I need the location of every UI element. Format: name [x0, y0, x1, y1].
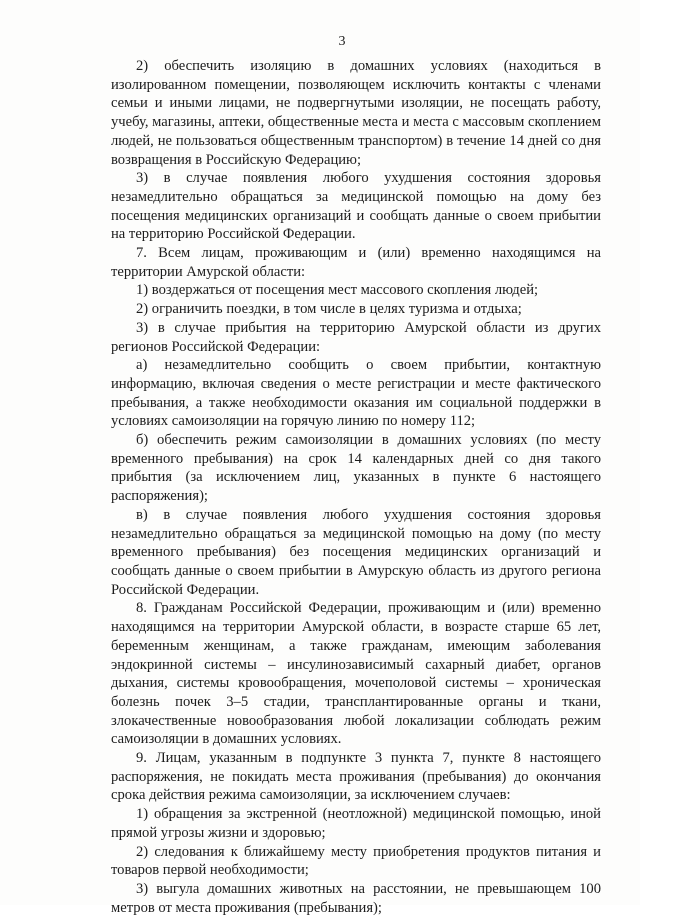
paragraph-7-2: 2) ограничить поездки, в том числе в целях туризма и отдыха;: [136, 301, 522, 318]
paragraph-9: 9. Лицам, указанным в подпункте 3 пункта 7, пункте 8 настоящего распоряжения, не покидать места проживания (пребывания) до окончания срока действия режима самоизоляции, за исключением случаев:: [111, 750, 601, 804]
paragraph-7-3: 3) в случае прибытия на территорию Амурской области из других регионов Российской Федерации:: [111, 319, 601, 355]
paragraph-7-1: 1) воздержаться от посещения мест массового скопления людей;: [136, 282, 539, 299]
paragraph-7-3-b: б) обеспечить режим самоизоляции в домашних условиях (по месту временного пребывания) на срок 14 календарных дней со дня такого прибытия (за исключением лиц, указанных в пункте 6 настоящего распоряжения);: [111, 432, 601, 505]
paragraph-9-1: 1) обращения за экстренной (неотложной) медицинской помощью, иной прямой угрозы жизни и здоровью;: [111, 806, 601, 841]
paragraph-8: 8. Гражданам Российской Федерации, проживающим и (или) временно находящимся на территории Амурской области, в возрасте старше 65 лет, беременным женщинам, а также гражданам, имеющим заболевания эндокринной системы – инсулинозависимый сахарный диабет, органов дыхания, системы кровообращения, мочеполовой системы – хроническая болезнь почек 3–5 стадии, трансплантированные органы и ткани, злокачественные новообразования любой локализации соблюдать режим самоизоляции в домашних условиях.: [111, 600, 601, 748]
paragraph-7: 7. Всем лицам, проживающим и (или) временно находящимся на территории Амурской области:: [111, 245, 601, 280]
paragraph-6-2: 2) обеспечить изоляцию в домашних условиях (находиться в изолированном помещении, позволяющем исключить контакты с членами семьи и иными лицами, не подвергнутыми изоляции, не посещать работу, учебу, магазины, аптеки, общественные места и места с массовым скоплением людей, не пользоваться общественным транспортом) в течение 14 дней со дня возвращения в Российскую Федерацию;: [111, 58, 601, 168]
paragraph-7-3-c: в) в случае появления любого ухудшения состояния здоровья незамедлительно обращаться за медицинской помощью на дому (по месту временного пребывания) без посещения медицинских организаций и сообщать данные о своем прибытии в Амурскую область из другого региона Российской Федерации.: [111, 506, 601, 598]
paragraph-9-2: 2) следования к ближайшему месту приобретения продуктов питания и товаров первой необходимости;: [111, 843, 601, 879]
paragraph-6-3: 3) в случае появления любого ухудшения состояния здоровья незамедлительно обращаться за медицинской помощью на дому без посещения медицинских организаций и сообщать данные о своем прибытии на территорию Российской Федерации.: [111, 170, 601, 243]
document-body: [111, 57, 601, 917]
page-number: 3: [338, 34, 346, 49]
paragraph-9-3: 3) выгула домашних животных на расстоянии, не превышающем 100 метров от места проживания (пребывания);: [111, 880, 601, 916]
paragraph-7-3-a: а) незамедлительно сообщить о своем прибытии, контактную информацию, включая сведения о месте регистрации и месте фактического пребывания, а также необходимости оказания им социальной поддержки в условиях самоизоляции на горячую линию по номеру 112;: [111, 357, 601, 430]
